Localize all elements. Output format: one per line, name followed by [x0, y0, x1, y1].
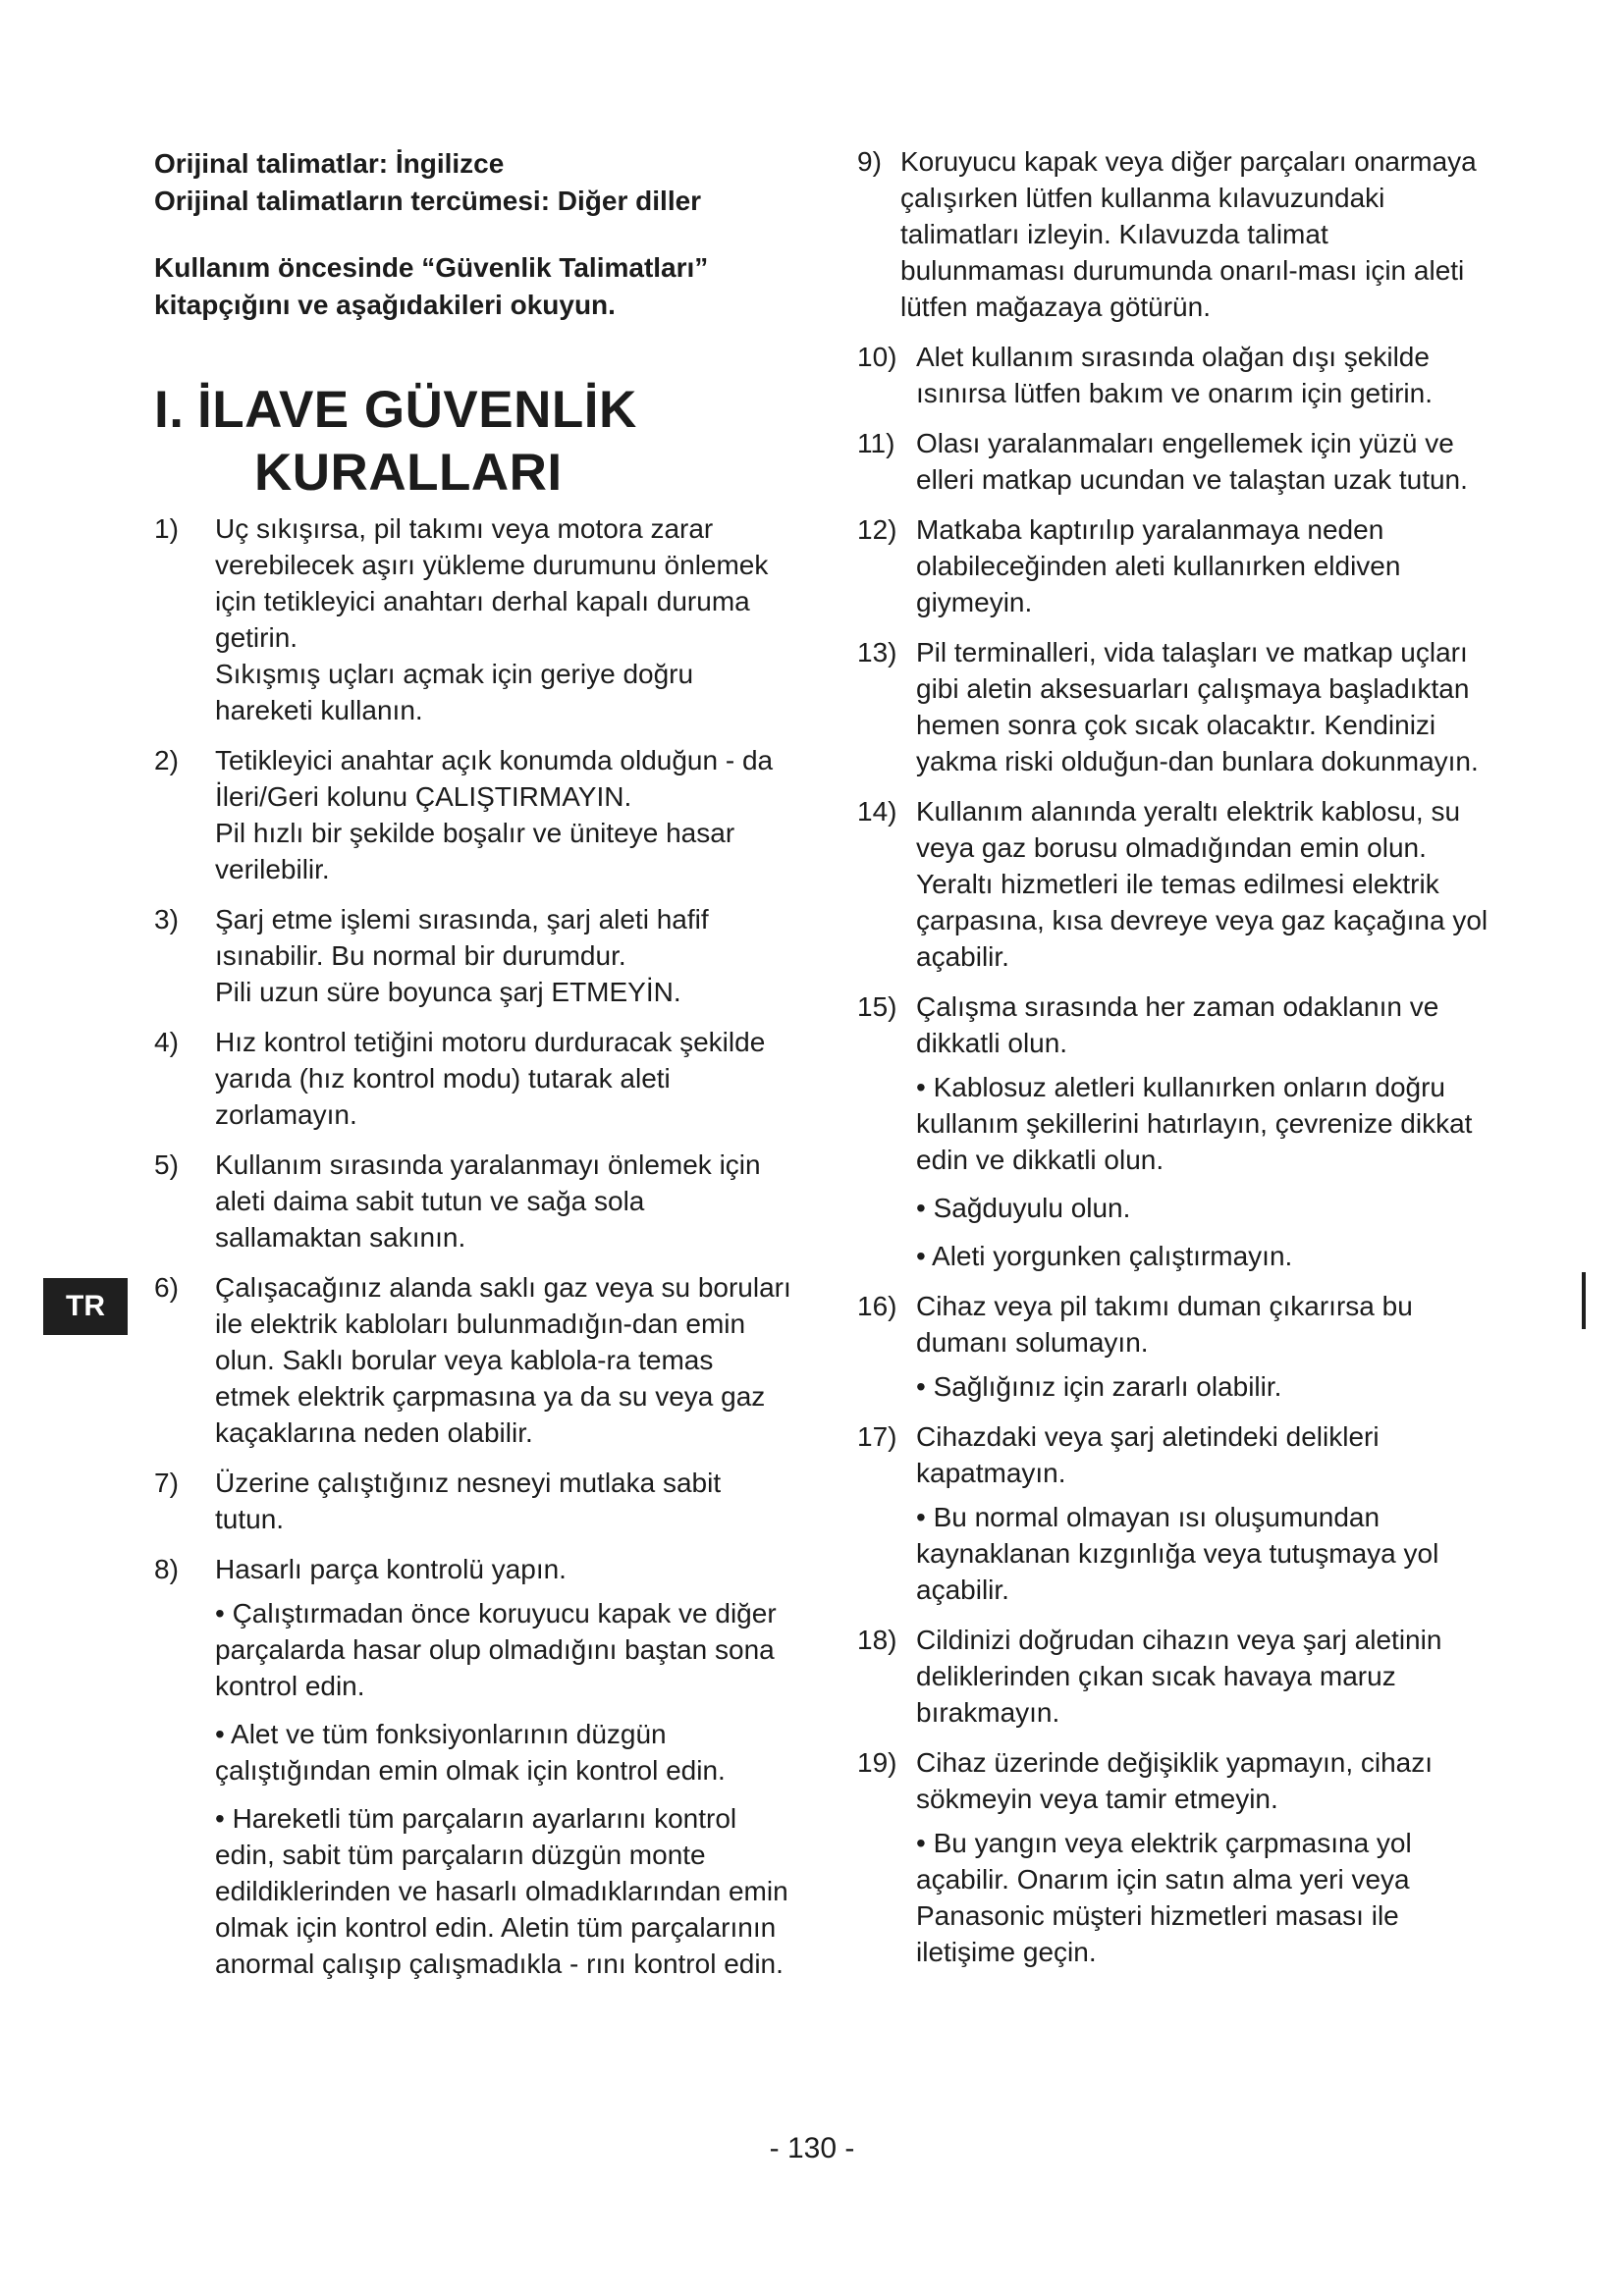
list-item [154, 1551, 792, 1982]
item-number: 15) [857, 991, 897, 1022]
item-number: 19) [857, 1747, 897, 1778]
read-before-use-line: Kullanım öncesinde “Güvenlik Talimatları” [154, 252, 709, 283]
item-text: Cildinizi doğrudan cihazın veya şarj aletinin deliklerinden çıkan sıcak havaya maruz bırakmayın. [916, 1625, 1442, 1728]
item-number: 3) [154, 904, 179, 934]
section-title-line1: İLAVE GÜVENLİK [197, 381, 637, 439]
item-text: Matkaba kaptırılıp yaralanmaya neden olabileceğinden aleti kullanırken eldiven giymeyin. [916, 514, 1401, 617]
list-item [154, 742, 792, 887]
list-item [857, 634, 1500, 779]
list-item [857, 988, 1500, 1274]
item-text: Tetikleyici anahtar açık konumda olduğun - da İleri/Geri kolunu ÇALIŞTIRMAYIN. [215, 745, 774, 812]
bullet-item: • Hareketli tüm parçaların ayarlarını kontrol edin, sabit tüm parçaların düzgün monte edildiklerinden ve hasarlı olmadıklarından emin olmak için kontrol edin. Aletin tüm parçalarının anormal çalışıp çalışmadıkla - rını kontrol edin. [215, 1803, 788, 1979]
list-item [154, 1024, 792, 1133]
bullet-list [916, 1069, 1500, 1274]
item-text: Uç sıkışırsa, pil takımı veya motora zarar verebilecek aşırı yükleme durumunu önlemek için tetikleyici anahtarı derhal kapalı duruma getirin. [215, 513, 769, 653]
item-number: 1) [154, 513, 179, 544]
section-heading [154, 379, 792, 505]
bullet-item: • Sağlığınız için zararlı olabilir. [916, 1371, 1282, 1402]
item-text: Hız kontrol tetiğini motoru durduracak şekilde yarıda (hız kontrol modu) tutarak aleti zorlamayın. [215, 1027, 766, 1130]
rules-list-left [154, 510, 792, 1996]
item-text: Üzerine çalıştığınız nesneyi mutlaka sabit tutun. [215, 1468, 722, 1534]
bullet-item: • Kablosuz aletleri kullanırken onların doğru kullanım şekillerini hatırlayın, çevrenize dikkat edin ve dikkatli olun. [916, 1072, 1473, 1175]
bullet-item: • Sağduyulu olun. [916, 1193, 1131, 1223]
item-number: 14) [857, 796, 897, 827]
list-item [154, 1465, 792, 1537]
item-number: 13) [857, 637, 897, 667]
item-text: Olası yaralanmaları engellemek için yüzü ve elleri matkap ucundan ve talaştan uzak tutun. [916, 428, 1468, 495]
item-text: Çalışacağınız alanda saklı gaz veya su boruları ile elektrik kabloları bulunmadığın-dan emin olun. Saklı borular veya kablola-ra temas etmek elektrik çarpmasına ya da su veya gaz kaçaklarına neden olabilir. [215, 1272, 791, 1448]
item-text: Cihaz veya pil takımı duman çıkarırsa bu dumanı solumayın. [916, 1291, 1413, 1358]
bullet-item: • Çalıştırmadan önce koruyucu kapak ve diğer parçalarda hasar olup olmadığını baştan sona kontrol edin. [215, 1598, 777, 1701]
bullet-item: • Alet ve tüm fonksiyonlarının düzgün çalıştığından emin olmak için kontrol edin. [215, 1719, 726, 1786]
item-number: 11) [857, 428, 895, 458]
bullet-list [916, 1825, 1500, 1970]
list-item [857, 1744, 1500, 1970]
margin-marker [1582, 1272, 1586, 1329]
section-title-line2: KURALLARI [254, 444, 563, 502]
item-number: 17) [857, 1421, 897, 1452]
bullet-list [916, 1499, 1500, 1608]
item-number: 5) [154, 1149, 179, 1180]
list-item [154, 1269, 792, 1451]
list-item [857, 425, 1500, 498]
bullet-list [916, 1368, 1500, 1405]
item-text: Şarj etme işlemi sırasında, şarj aleti hafif ısınabilir. Bu normal bir durumdur. [215, 904, 709, 971]
bullet-list [215, 1595, 792, 1982]
item-number: 7) [154, 1468, 179, 1498]
bullet-item: • Bu normal olmayan ısı oluşumundan kaynaklanan kızgınlığa veya tutuşmaya yol açabilir. [916, 1502, 1439, 1605]
list-item [857, 143, 1500, 325]
list-item [857, 793, 1500, 975]
item-text: Sıkışmış uçları açmak için geriye doğru hareketi kullanın. [215, 659, 694, 725]
item-text: Çalışma sırasında her zaman odaklanın ve dikkatli olun. [916, 991, 1439, 1058]
item-text: Pil terminalleri, vida talaşları ve matkap uçları gibi aletin aksesuarları çalışmaya başladıktan hemen sonra çok sıcak olacaktır. Kendinizi yakma riski olduğun-dan bunlara dokunmayın. [916, 637, 1479, 776]
item-number: 4) [154, 1027, 179, 1057]
item-text: Kullanım sırasında yaralanmayı önlemek için aleti daima sabit tutun ve sağa sola sallamaktan sakının. [215, 1149, 761, 1253]
item-number: 16) [857, 1291, 897, 1321]
list-item [857, 1622, 1500, 1731]
item-text: Kullanım alanında yeraltı elektrik kablosu, su veya gaz borusu olmadığından emin olun. Yeraltı hizmetleri ile temas edilmesi elektrik çarpasına, kısa devreye veya gaz kaçağına yol açabilir. [916, 796, 1489, 972]
item-text: Alet kullanım sırasında olağan dışı şekilde ısınırsa lütfen bakım ve onarım için getirin. [916, 342, 1433, 408]
rules-list-right [857, 143, 1500, 1984]
item-number: 9) [857, 146, 882, 177]
item-number: 2) [154, 745, 179, 775]
list-item [857, 511, 1500, 620]
original-instructions-line: Orijinal talimatlar: İngilizce [154, 148, 505, 179]
item-text: Cihaz üzerinde değişiklik yapmayın, cihazı sökmeyin veya tamir etmeyin. [916, 1747, 1434, 1814]
translation-line: Orijinal talimatların tercümesi: Diğer diller [154, 186, 702, 216]
page-number: - 130 - [769, 2132, 855, 2164]
list-item [154, 1147, 792, 1255]
item-text: Koruyucu kapak veya diğer parçaları onarmaya çalışırken lütfen kullanma kılavuzundaki talimatları izleyin. Kılavuzda talimat bulunmaması durumunda onarıl-ması için aleti lütfen mağazaya götürün. [900, 146, 1477, 322]
item-number: 8) [154, 1554, 179, 1584]
list-item [154, 510, 792, 728]
item-text: Pili uzun süre boyunca şarj ETMEYİN. [215, 977, 681, 1007]
item-text: Hasarlı parça kontrolü yapın. [215, 1554, 567, 1584]
item-text: Cihazdaki veya şarj aletindeki delikleri kapatmayın. [916, 1421, 1380, 1488]
list-item [857, 1288, 1500, 1405]
language-tab: TR [43, 1278, 128, 1335]
bullet-item: • Bu yangın veya elektrik çarpmasına yol açabilir. Onarım için satın alma yeri veya Panasonic müşteri hizmetleri masası ile iletişime geçin. [916, 1828, 1412, 1967]
item-text: Pil hızlı bir şekilde boşalır ve üniteye hasar verilebilir. [215, 818, 735, 884]
list-item [857, 1418, 1500, 1608]
read-before-use-line-2: kitapçığını ve aşağıdakileri okuyun. [154, 290, 616, 320]
item-number: 6) [154, 1272, 179, 1303]
bullet-item: • Aleti yorgunken çalıştırmayın. [916, 1241, 1293, 1271]
list-item [857, 339, 1500, 411]
header-block [154, 145, 792, 324]
section-number: I. [154, 381, 185, 439]
list-item [154, 901, 792, 1010]
item-number: 10) [857, 342, 897, 372]
item-number: 18) [857, 1625, 897, 1655]
item-number: 12) [857, 514, 897, 545]
